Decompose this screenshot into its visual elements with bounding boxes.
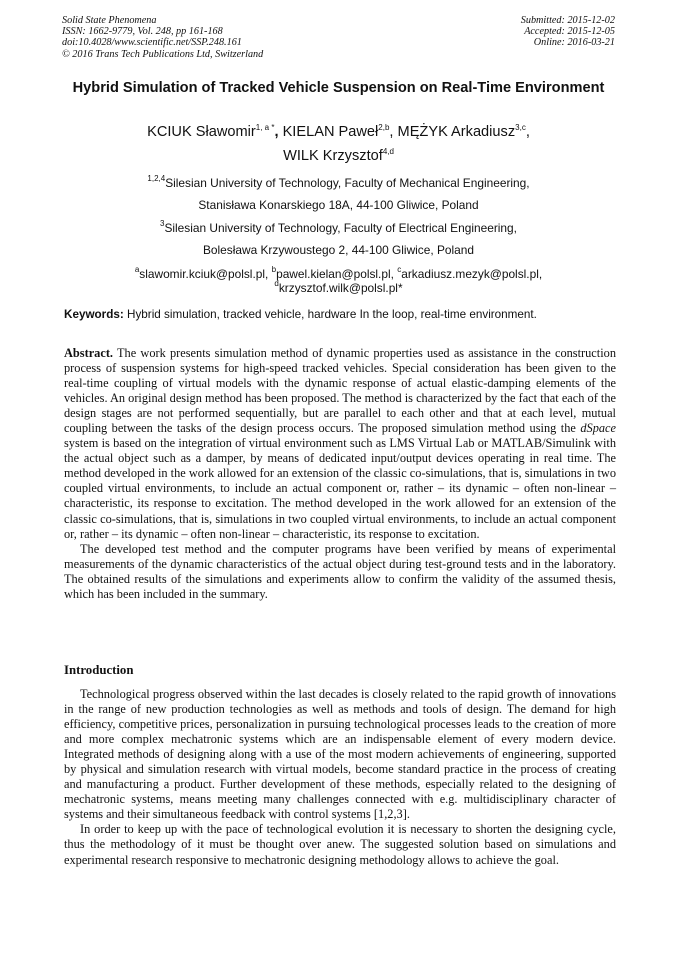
issn-line: ISSN: 1662-9779, Vol. 248, pp 161-168: [62, 26, 223, 38]
email-sup: a: [134, 264, 140, 274]
section-heading-introduction: Introduction: [64, 663, 134, 677]
affiliation-2-address: Bolesława Krzywoustego 2, 44-100 Gliwice, Poland: [203, 243, 474, 258]
affiliation-2: [62, 217, 615, 239]
email-address: arkadiusz.mezyk@polsl.pl,: [401, 266, 543, 281]
doi-line: doi:10.4028/www.scientific.net/SSP.248.161: [62, 37, 242, 49]
affiliation-1-address: Stanisława Konarskiego 18A, 44-100 Gliwice, Poland: [198, 198, 479, 213]
submitted-date: Submitted: 2015-12-02: [520, 15, 615, 26]
online-date: Online: 2016-03-21: [533, 37, 615, 49]
author-sup: 3,c: [515, 123, 526, 132]
email-sup: b: [271, 264, 277, 274]
copyright-line: © 2016 Trans Tech Publications Ltd, Switzerland: [62, 48, 264, 60]
author-sep: ,: [525, 124, 530, 140]
dspace-term: dSpace: [580, 421, 616, 436]
author-name: KIELAN Paweł: [282, 124, 379, 140]
author-sep: ,: [389, 124, 398, 140]
affiliation-1: [62, 172, 615, 194]
email-address: pawel.kielan@polsl.pl,: [276, 266, 398, 281]
email-sup: d: [274, 278, 279, 288]
abstract-text: The work presents simulation method of dynamic properties used as assistance in the construction process of suspension systems for high-speed tracked vehicles. Special consideration has been given to the real-time coupling of virtual models with the dynamic response of actual elastic-damping elements of the vehicles. An original design method has been proposed. The method is characterized by the fact that each of the design stages are not performed sequentially, but are parallel to each other and that at each level, mutual coupling between the tasks of the design process occurs. The proposed simulation method using the: [64, 346, 616, 436]
introduction-paragraph-2: In order to keep up with the pace of technological evolution it is necessary to shorten the designing cycle, thus the methodology of it must be thought over anew. The suggested solution based on simulations and experimental research responsive to mechatronic designing methodology allows to achieve the goal.: [64, 822, 616, 867]
email-list: [62, 264, 615, 295]
abstract: [64, 346, 616, 602]
affiliation-text: Silesian University of Technology, Faculty of Electrical Engineering,: [164, 220, 517, 235]
author-name: KCIUK Sławomir: [147, 124, 256, 140]
introduction-paragraph-1: Technological progress observed within the last decades is closely related to the rapid growth of innovations in the range of new production technologies as well as methods and tools of design. The demand for high efficiency, competitive prices, personalization in pursuing technological processes leads to the creation of more and more complex mechatronic systems which are an indispensable element of every modern device. Integrated methods of designing along with a use of the most modern achievements of engineering, supported by physical and simulation research with virtual models, become standard practice in the process of creating and manufacturing a product. Further development of these methods, especially related to the designing of mechatronic systems, means meeting many challenges connected with e.g. multidisciplinary character of systems and their simultaneous feedback with control systems [1,2,3].: [64, 687, 616, 822]
author-sup: 1, a *: [255, 123, 275, 132]
abstract-text-cont: system is based on the integration of virtual environment such as LMS Virtual Lab or MATLAB/Simulink with the actual object such as a damper, by means of dedicated input/output devices operating in real time. The method developed in the work allowed for an extension of the classic co-simulations, that is, simulations in two coupled virtual environments, to include an actual component or, rather – its dynamic – often non-linear – characteristic, its response to excitation. The method developed in the work allowed for an extension of the classic co-simulations, that is, simulations in two coupled virtual environments, to include an actual component or, rather – its dynamic – often non-linear – characteristic, its response to excitation.: [64, 436, 616, 541]
keywords-label: Keywords:: [64, 308, 124, 321]
accepted-date: Accepted: 2015-12-05: [524, 26, 615, 38]
keywords: [64, 308, 616, 322]
author-name: WILK Krzysztof: [283, 148, 383, 164]
journal-name: Solid State Phenomena: [62, 15, 157, 26]
email-sup: c: [397, 264, 402, 274]
author-sup: 4,d: [382, 147, 394, 156]
abstract-paragraph-2: The developed test method and the computer programs have been verified by means of experimental measurements of the dynamic characteristics of the actual object during test-ground tests and in the laboratory. The obtained results of the simulations and experiments allow to confirm the validity of the assumed thesis, which has been included in the summary.: [64, 541, 616, 601]
introduction-body: [64, 687, 616, 868]
affiliation-sup: 3: [160, 218, 165, 228]
paper-title: Hybrid Simulation of Tracked Vehicle Suspension on Real-Time Environment: [72, 80, 605, 96]
keywords-text: Hybrid simulation, tracked vehicle, hardware In the loop, real-time environment.: [123, 308, 537, 321]
affiliation-sup: 1,2,4: [147, 174, 166, 183]
author-sep: ,: [274, 124, 283, 140]
affiliations: [62, 172, 615, 295]
email-address: krzysztof.wilk@polsl.pl*: [278, 280, 403, 295]
author-list: [62, 120, 615, 168]
abstract-label: Abstract.: [64, 346, 114, 360]
journal-header-right: [521, 15, 615, 49]
journal-header-left: [62, 15, 263, 60]
author-name: MĘŻYK Arkadiusz: [397, 124, 516, 140]
affiliation-text: Silesian University of Technology, Faculty of Mechanical Engineering,: [165, 176, 530, 190]
abstract-paragraph: [64, 346, 616, 542]
author-sup: 2,b: [378, 123, 390, 132]
email-address: slawomir.kciuk@polsl.pl,: [139, 266, 272, 281]
